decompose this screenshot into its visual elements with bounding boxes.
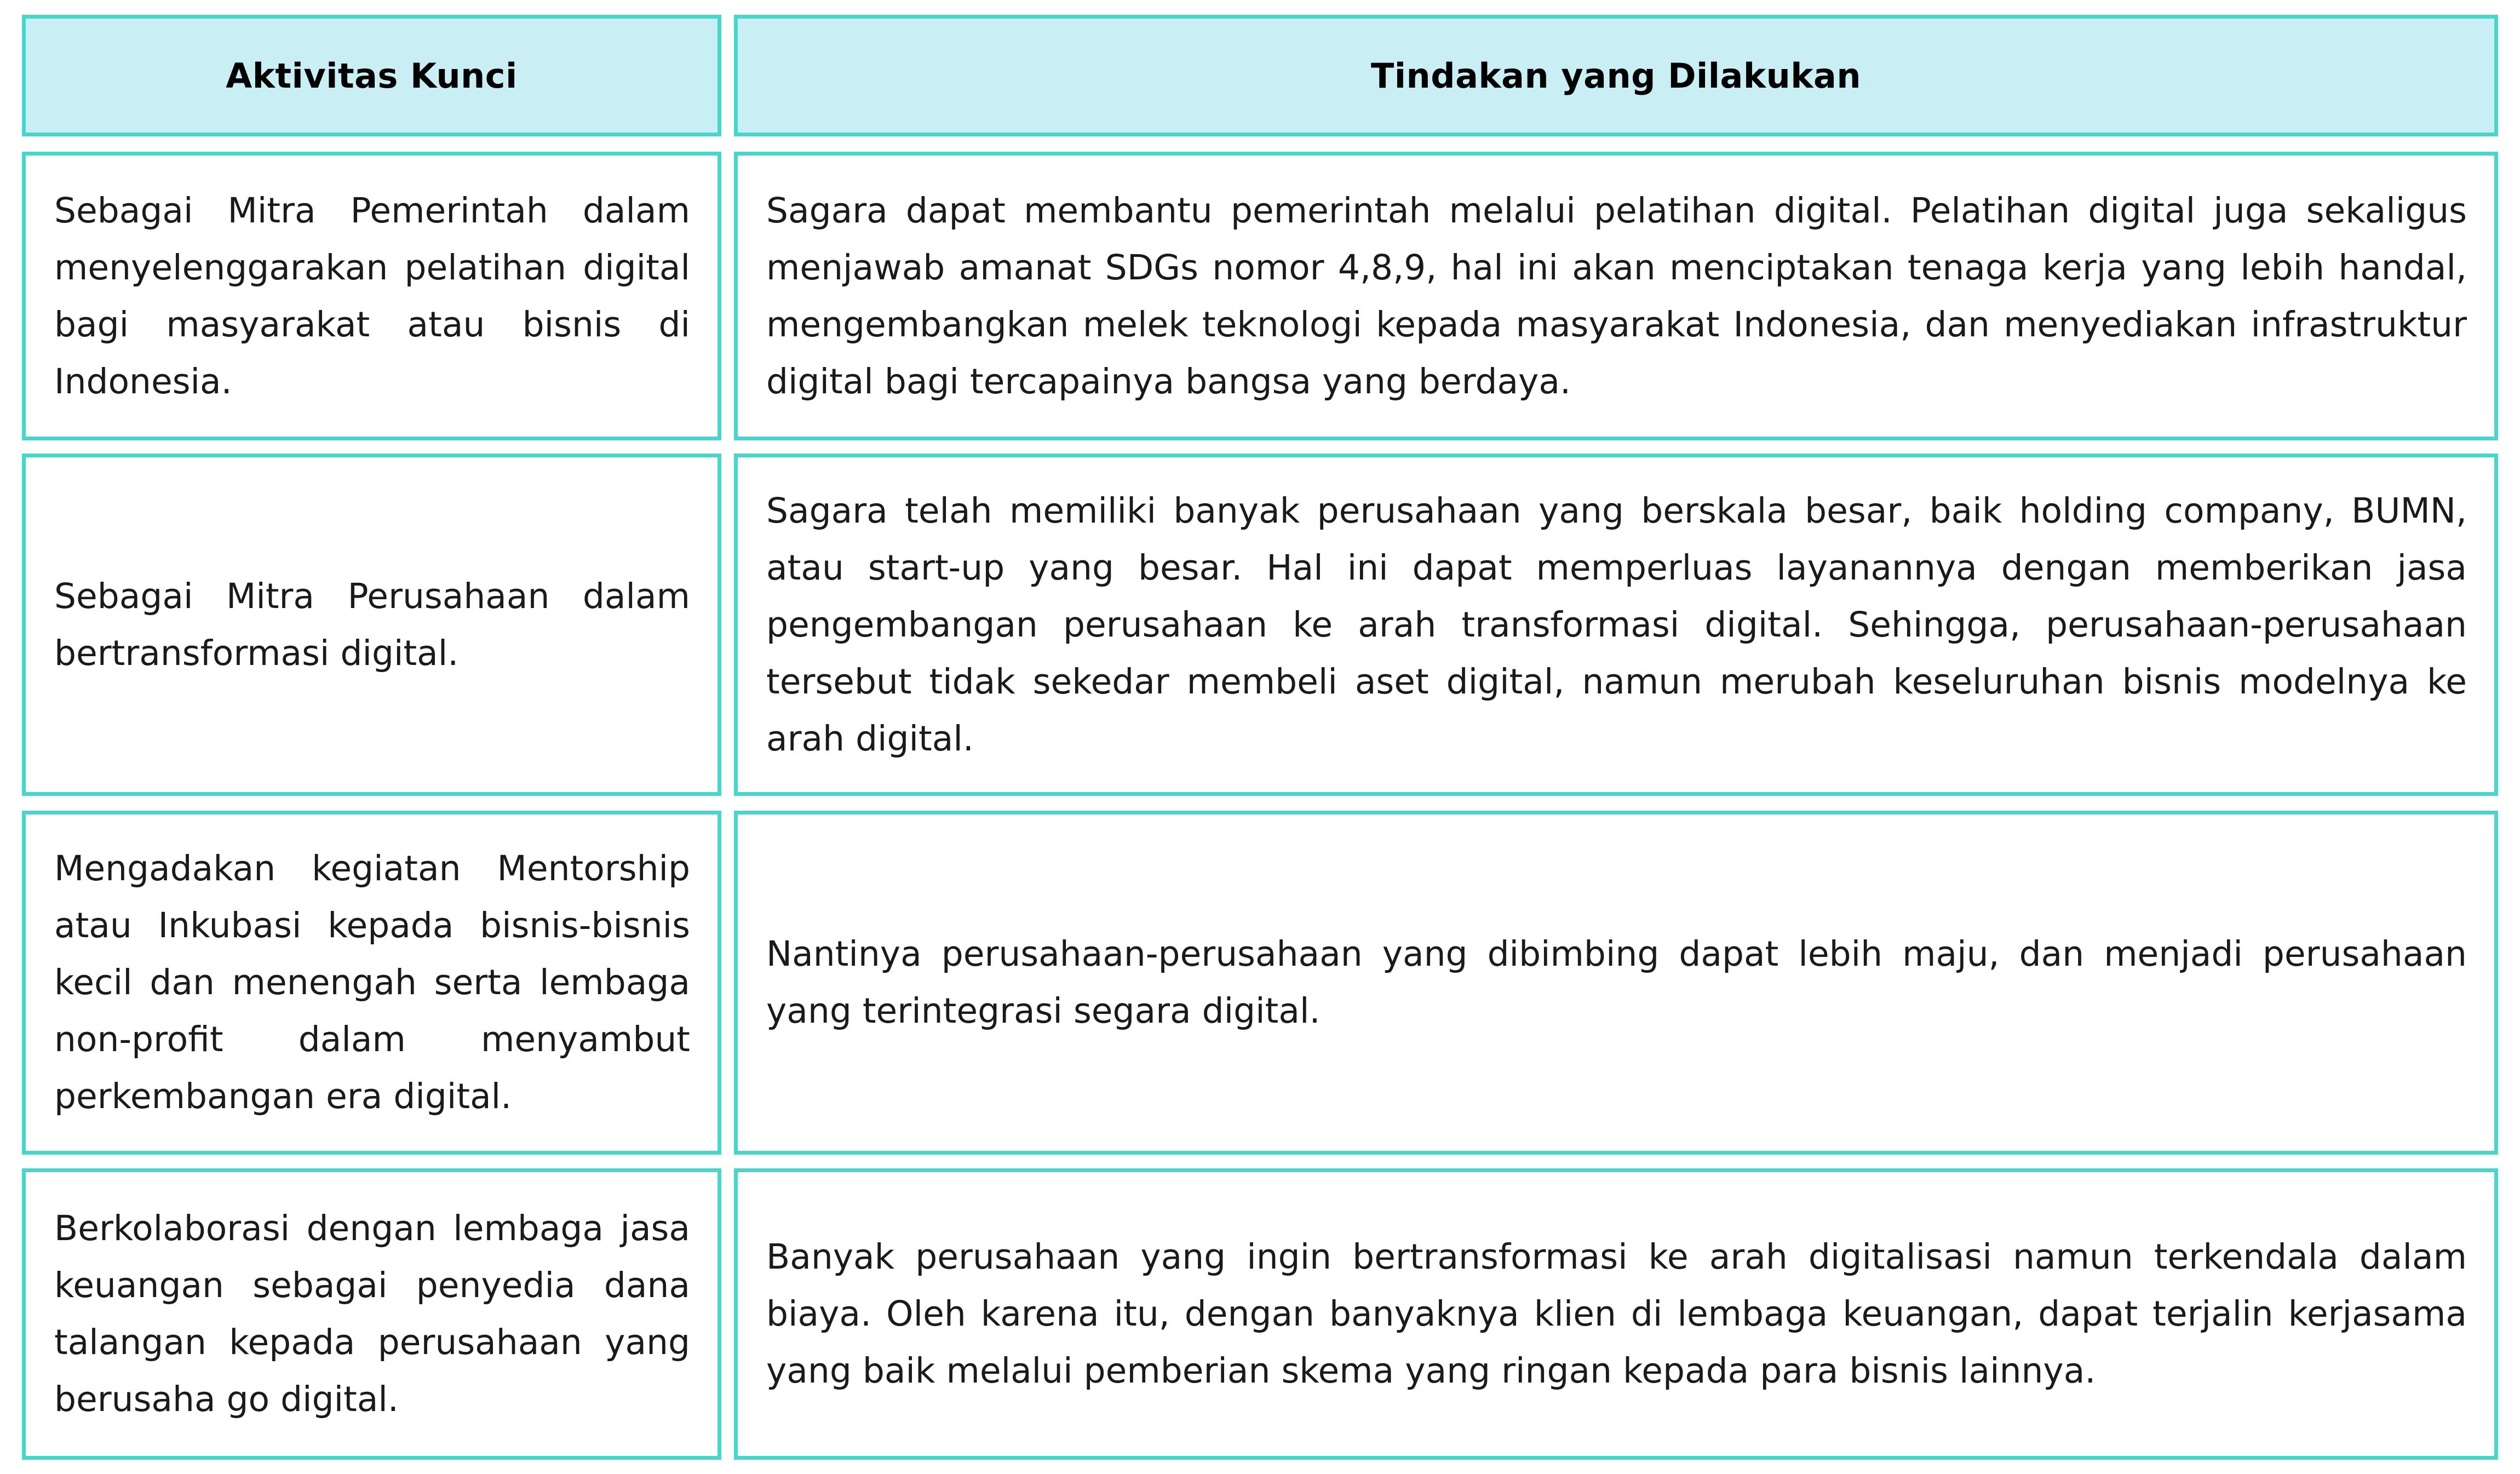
activity-text: Mengadakan kegiatan Mentorship atau Inkubasi kepada bisnis-bisnis kecil dan menengah serta lembaga non-profit dalam menyambut perkembangan era digital. (54, 848, 690, 1116)
table-cell-action-3 (734, 811, 2498, 1155)
action-text: Sagara dapat membantu pemerintah melalui pelatihan digital. Pelatihan digital juga sekaligus menjawab amanat SDGs nomor 4,8,9, hal ini akan menciptakan tenaga kerja yang lebih handal, mengembangkan melek teknologi kepada masyarakat Indonesia, dan menyediakan infrastruktur digital bagi tercapainya bangsa yang berdaya. (766, 190, 2467, 402)
table-cell-activity-4 (22, 1168, 721, 1460)
header-cell-activity (22, 15, 721, 136)
action-text: Sagara telah memiliki banyak perusahaan yang berskala besar, baik holding company, BUMN, atau start-up yang besar. Hal ini dapat memperluas layanannya dengan memberikan jasa pengembangan perusahaan ke arah transformasi digital. Sehingga, perusahaan-perusahaan tersebut tidak sekedar membeli aset digital, namun merubah keseluruhan bisnis modelnya ke arah digital. (766, 490, 2467, 759)
activity-text: Sebagai Mitra Pemerintah dalam menyelenggarakan pelatihan digital bagi masyarakat atau bisnis di Indonesia. (54, 190, 690, 402)
column-header-activity: Aktivitas Kunci (226, 55, 518, 96)
table-cell-action-2 (734, 454, 2498, 796)
action-text: Banyak perusahaan yang ingin bertransformasi ke arah digitalisasi namun terkendala dalam biaya. Oleh karena itu, dengan banyaknya klien di lembaga keuangan, dapat terjalin kerjasama yang baik melalui pemberian skema yang ringan kepada para bisnis lainnya. (766, 1237, 2467, 1391)
table-cell-activity-1 (22, 152, 721, 440)
header-cell-action (734, 15, 2498, 136)
table-cell-activity-2 (22, 454, 721, 796)
activity-text: Berkolaborasi dengan lembaga jasa keuangan sebagai penyedia dana talangan kepada perusahaan yang berusaha go digital. (54, 1208, 690, 1419)
table-cell-activity-3 (22, 811, 721, 1155)
column-header-action: Tindakan yang Dilakukan (1371, 55, 1861, 96)
table-cell-action-4 (734, 1168, 2498, 1460)
table-cell-action-1 (734, 152, 2498, 440)
action-text: Nantinya perusahaan-perusahaan yang dibimbing dapat lebih maju, dan menjadi perusahaan yang terintegrasi segara digital. (766, 934, 2467, 1031)
activity-text: Sebagai Mitra Perusahaan dalam bertransformasi digital. (54, 576, 690, 673)
